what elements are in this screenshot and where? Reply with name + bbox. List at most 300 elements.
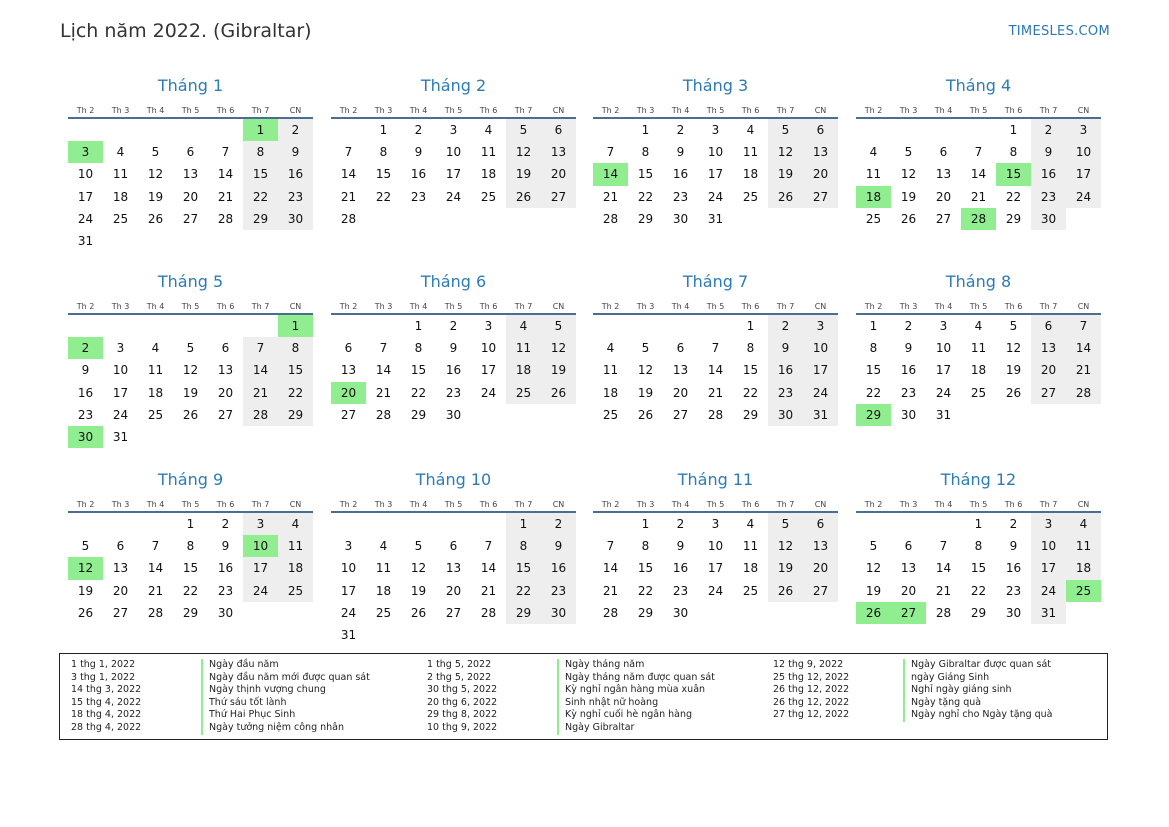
month-5 — [68, 269, 313, 448]
month-table — [331, 497, 576, 646]
weekday-header: Th 3 — [366, 103, 401, 118]
month-title: Tháng 6 — [420, 272, 487, 291]
day-cell: 15 — [996, 163, 1031, 185]
day-cell: 12 — [541, 337, 576, 359]
day-cell: 20 — [803, 557, 838, 579]
day-cell: 30 — [278, 208, 313, 230]
day-cell: 29 — [970, 605, 987, 620]
weekday-header: Th 6 — [733, 103, 768, 118]
day-cell: 12 — [900, 167, 917, 182]
day-cell: 14 — [375, 363, 392, 378]
day-cell: 26 — [506, 186, 541, 208]
day-cell: 5 — [541, 314, 576, 337]
empty-cell — [698, 314, 733, 337]
day-cell: 27 — [112, 605, 129, 620]
holiday-dates-col-1 — [71, 659, 141, 735]
weekday-header: Th 4 — [138, 497, 173, 512]
empty-cell — [278, 426, 313, 448]
month-3 — [593, 73, 838, 230]
day-cell: 22 — [375, 189, 392, 204]
day-cell: 27 — [340, 407, 357, 422]
day-cell: 6 — [116, 539, 125, 554]
day-cell: 10 — [707, 145, 724, 160]
day-cell: 6 — [803, 512, 838, 535]
weekday-header: Th 2 — [856, 497, 891, 512]
weekday-header: Th 7 — [506, 497, 541, 512]
day-cell: 8 — [1009, 145, 1018, 160]
month-10 — [331, 467, 576, 646]
day-cell: 29 — [243, 208, 278, 230]
day-cell: 5 — [151, 145, 160, 160]
weekday-header: Th 6 — [733, 497, 768, 512]
day-cell: 16 — [541, 557, 576, 579]
day-cell: 16 — [900, 363, 917, 378]
day-cell: 30 — [217, 605, 234, 620]
empty-cell — [926, 512, 961, 535]
weekday-header: CN — [803, 103, 838, 118]
day-cell: 30 — [541, 602, 576, 624]
day-cell: 27 — [1031, 382, 1066, 404]
weekday-header: Th 4 — [926, 497, 961, 512]
day-cell: 24 — [77, 211, 94, 226]
day-cell: 5 — [768, 118, 803, 141]
holiday-dates-col-3 — [773, 659, 849, 722]
month-title: Tháng 12 — [940, 470, 1017, 489]
weekday-header: Th 3 — [103, 497, 138, 512]
day-cell: 12 — [506, 141, 541, 163]
holiday-date: 1 thg 1, 2022 — [71, 659, 136, 670]
day-cell: 5 — [414, 539, 423, 554]
empty-cell — [138, 512, 173, 535]
day-cell: 26 — [182, 407, 199, 422]
day-cell: 10 — [112, 363, 129, 378]
day-cell: 15 — [865, 363, 882, 378]
day-cell: 5 — [641, 341, 650, 356]
empty-cell — [173, 118, 208, 141]
day-cell: 8 — [974, 539, 983, 554]
page-title: Lịch năm 2022. (Gibraltar) — [60, 20, 312, 42]
day-cell: 18 — [506, 359, 541, 381]
day-cell: 26 — [856, 602, 891, 624]
day-cell: 25 — [602, 407, 619, 422]
weekday-header: CN — [541, 103, 576, 118]
day-cell: 31 — [1031, 602, 1066, 624]
month-table — [331, 103, 576, 230]
day-cell: 18 — [112, 189, 129, 204]
day-cell: 18 — [856, 186, 891, 208]
empty-cell — [401, 208, 436, 230]
day-cell: 14 — [593, 163, 628, 185]
holiday-name: Thứ sáu tốt lành — [201, 697, 370, 710]
weekday-header: Th 5 — [698, 103, 733, 118]
day-cell: 4 — [746, 123, 755, 138]
day-cell: 7 — [484, 539, 493, 554]
day-cell: 30 — [900, 407, 917, 422]
day-cell: 15 — [278, 359, 313, 381]
weekday-header: Th 6 — [208, 103, 243, 118]
day-cell: 26 — [768, 580, 803, 602]
day-cell: 24 — [803, 382, 838, 404]
day-cell: 8 — [746, 341, 755, 356]
holiday-name: Ngày đầu năm mới được quan sát — [201, 672, 370, 685]
day-cell: 28 — [340, 211, 357, 226]
empty-cell — [926, 118, 961, 141]
day-cell: 6 — [449, 539, 458, 554]
day-cell: 19 — [541, 359, 576, 381]
holiday-name: Kỳ nghỉ cuối hè ngân hàng — [557, 709, 715, 722]
month-table — [856, 103, 1101, 230]
day-cell: 4 — [484, 123, 493, 138]
day-cell: 25 — [278, 580, 313, 602]
holiday-name: Ngày nghỉ cho Ngày tặng quà — [903, 709, 1053, 722]
holiday-date: 15 thg 4, 2022 — [71, 696, 142, 708]
day-cell: 16 — [77, 385, 94, 400]
day-cell: 28 — [1066, 382, 1101, 404]
empty-cell — [103, 118, 138, 141]
weekday-header: Th 6 — [208, 497, 243, 512]
empty-cell — [593, 118, 628, 141]
day-cell: 15 — [970, 561, 987, 576]
day-cell: 20 — [803, 163, 838, 185]
empty-cell — [961, 404, 996, 426]
day-cell: 27 — [891, 602, 926, 624]
day-cell: 15 — [182, 561, 199, 576]
day-cell: 6 — [344, 341, 353, 356]
day-cell: 11 — [602, 363, 619, 378]
day-cell: 23 — [541, 580, 576, 602]
weekday-header: Th 2 — [331, 103, 366, 118]
day-cell: 19 — [77, 583, 94, 598]
day-cell: 2 — [414, 123, 423, 138]
holiday-names-col-3 — [903, 659, 1053, 722]
day-cell: 3 — [711, 517, 720, 532]
day-cell: 4 — [506, 314, 541, 337]
day-cell: 28 — [480, 605, 497, 620]
day-cell: 6 — [904, 539, 913, 554]
day-cell: 2 — [676, 123, 685, 138]
weekday-header: Th 7 — [1031, 299, 1066, 314]
empty-cell — [803, 602, 838, 624]
day-cell: 11 — [112, 167, 129, 182]
day-cell: 24 — [935, 385, 952, 400]
day-cell: 29 — [410, 407, 427, 422]
day-cell: 29 — [637, 211, 654, 226]
day-cell: 8 — [641, 145, 650, 160]
day-cell: 6 — [186, 145, 195, 160]
empty-cell — [996, 404, 1031, 426]
day-cell: 31 — [707, 211, 724, 226]
day-cell: 4 — [974, 319, 983, 334]
weekday-header: Th 7 — [768, 103, 803, 118]
weekday-header: Th 4 — [663, 103, 698, 118]
day-cell: 8 — [243, 141, 278, 163]
weekday-header: Th 4 — [926, 103, 961, 118]
weekday-header: Th 4 — [138, 103, 173, 118]
day-cell: 3 — [711, 123, 720, 138]
day-cell: 16 — [1031, 163, 1066, 185]
day-cell: 4 — [746, 517, 755, 532]
day-cell: 27 — [541, 186, 576, 208]
empty-cell — [506, 624, 541, 646]
day-cell: 1 — [243, 118, 278, 141]
day-cell: 2 — [449, 319, 458, 334]
day-cell: 6 — [1031, 314, 1066, 337]
holiday-name: Nghỉ ngày giáng sinh — [903, 684, 1053, 697]
day-cell: 9 — [221, 539, 230, 554]
day-cell: 12 — [147, 167, 164, 182]
day-cell: 6 — [939, 145, 948, 160]
day-cell: 11 — [970, 341, 987, 356]
weekday-header: CN — [803, 497, 838, 512]
weekday-header: Th 2 — [856, 103, 891, 118]
weekday-header: Th 3 — [891, 497, 926, 512]
empty-cell — [1031, 404, 1066, 426]
empty-cell — [768, 208, 803, 230]
day-cell: 14 — [340, 167, 357, 182]
day-cell: 6 — [676, 341, 685, 356]
day-cell: 18 — [480, 167, 497, 182]
day-cell: 22 — [970, 583, 987, 598]
day-cell: 1 — [379, 123, 388, 138]
day-cell: 29 — [742, 407, 759, 422]
empty-cell — [278, 230, 313, 252]
day-cell: 4 — [1066, 512, 1101, 535]
day-cell: 27 — [803, 580, 838, 602]
day-cell: 17 — [1066, 163, 1101, 185]
empty-cell — [768, 602, 803, 624]
empty-cell — [593, 512, 628, 535]
empty-cell — [208, 230, 243, 252]
holiday-date: 26 thg 12, 2022 — [773, 684, 850, 696]
day-cell: 18 — [278, 557, 313, 579]
empty-cell — [506, 208, 541, 230]
weekday-header: CN — [278, 103, 313, 118]
day-cell: 4 — [869, 145, 878, 160]
day-cell: 24 — [112, 407, 129, 422]
day-cell: 13 — [340, 363, 357, 378]
day-cell: 21 — [1066, 359, 1101, 381]
empty-cell — [243, 230, 278, 252]
day-cell: 17 — [77, 189, 94, 204]
day-cell: 3 — [68, 141, 103, 163]
day-cell: 20 — [331, 382, 366, 404]
day-cell: 21 — [480, 583, 497, 598]
empty-cell — [856, 118, 891, 141]
holiday-name: ngày Giáng Sinh — [903, 672, 1053, 685]
day-cell: 23 — [217, 583, 234, 598]
day-cell: 13 — [900, 561, 917, 576]
day-cell: 19 — [900, 189, 917, 204]
day-cell: 9 — [278, 141, 313, 163]
weekday-header: Th 3 — [891, 299, 926, 314]
day-cell: 10 — [445, 145, 462, 160]
day-cell: 5 — [768, 512, 803, 535]
empty-cell — [856, 512, 891, 535]
day-cell: 30 — [672, 211, 689, 226]
month-title: Tháng 5 — [157, 272, 224, 291]
day-cell: 17 — [935, 363, 952, 378]
day-cell: 3 — [1066, 118, 1101, 141]
day-cell: 28 — [602, 211, 619, 226]
day-cell: 21 — [217, 189, 234, 204]
day-cell: 5 — [506, 118, 541, 141]
month-4 — [856, 73, 1101, 230]
day-cell: 20 — [445, 583, 462, 598]
day-cell: 26 — [637, 407, 654, 422]
day-cell: 31 — [935, 407, 952, 422]
holiday-names-col-1 — [201, 659, 370, 735]
day-cell: 14 — [147, 561, 164, 576]
empty-cell — [173, 230, 208, 252]
day-cell: 24 — [707, 189, 724, 204]
weekday-header: Th 5 — [436, 497, 471, 512]
day-cell: 3 — [803, 314, 838, 337]
day-cell: 3 — [484, 319, 493, 334]
month-table — [593, 103, 838, 230]
month-title: Tháng 10 — [415, 470, 492, 489]
holiday-date: 2 thg 5, 2022 — [427, 671, 492, 683]
holiday-name: Ngày tưởng niệm công nhân — [201, 722, 370, 735]
day-cell: 29 — [278, 404, 313, 426]
weekday-header: Th 7 — [243, 103, 278, 118]
day-cell: 22 — [742, 385, 759, 400]
day-cell: 22 — [506, 580, 541, 602]
month-9 — [68, 467, 313, 624]
empty-cell — [138, 118, 173, 141]
day-cell: 17 — [1031, 557, 1066, 579]
holiday-date: 1 thg 5, 2022 — [427, 659, 492, 670]
day-cell: 1 — [278, 314, 313, 337]
holiday-name: Sinh nhật nữ hoàng — [557, 697, 715, 710]
holiday-date: 25 thg 12, 2022 — [773, 671, 850, 683]
day-cell: 10 — [77, 167, 94, 182]
day-cell: 12 — [182, 363, 199, 378]
day-cell: 17 — [340, 583, 357, 598]
day-cell: 18 — [1066, 557, 1101, 579]
day-cell: 15 — [243, 163, 278, 185]
day-cell: 7 — [606, 539, 615, 554]
day-cell: 2 — [676, 517, 685, 532]
day-cell: 22 — [637, 583, 654, 598]
day-cell: 14 — [1066, 337, 1101, 359]
day-cell: 2 — [68, 337, 103, 359]
day-cell: 20 — [217, 385, 234, 400]
empty-cell — [541, 208, 576, 230]
holiday-date: 26 thg 12, 2022 — [773, 696, 850, 708]
day-cell: 25 — [742, 583, 759, 598]
day-cell: 3 — [243, 512, 278, 535]
day-cell: 29 — [637, 605, 654, 620]
day-cell: 3 — [939, 319, 948, 334]
day-cell: 11 — [375, 561, 392, 576]
day-cell: 3 — [116, 341, 125, 356]
month-title: Tháng 8 — [945, 272, 1012, 291]
weekday-header: Th 7 — [1031, 497, 1066, 512]
day-cell: 31 — [77, 234, 94, 249]
weekday-header: Th 6 — [471, 299, 506, 314]
day-cell: 16 — [768, 359, 803, 381]
day-cell: 13 — [445, 561, 462, 576]
empty-cell — [471, 208, 506, 230]
weekday-header: Th 2 — [331, 497, 366, 512]
day-cell: 9 — [1009, 539, 1018, 554]
month-11 — [593, 467, 838, 624]
empty-cell — [138, 314, 173, 337]
weekday-header: Th 3 — [366, 299, 401, 314]
day-cell: 21 — [707, 385, 724, 400]
day-cell: 24 — [480, 385, 497, 400]
month-title: Tháng 2 — [420, 76, 487, 95]
day-cell: 18 — [970, 363, 987, 378]
empty-cell — [436, 512, 471, 535]
holiday-date: 20 thg 6, 2022 — [427, 696, 498, 708]
day-cell: 21 — [375, 385, 392, 400]
day-cell: 13 — [112, 561, 129, 576]
empty-cell — [698, 602, 733, 624]
month-table — [856, 299, 1101, 426]
day-cell: 7 — [344, 145, 353, 160]
empty-cell — [103, 314, 138, 337]
day-cell: 16 — [445, 363, 462, 378]
day-cell: 2 — [1009, 517, 1018, 532]
weekday-header: Th 4 — [663, 497, 698, 512]
empty-cell — [436, 624, 471, 646]
day-cell: 22 — [182, 583, 199, 598]
day-cell: 9 — [81, 363, 90, 378]
day-cell: 10 — [480, 341, 497, 356]
day-cell: 11 — [1066, 535, 1101, 557]
day-cell: 19 — [410, 583, 427, 598]
day-cell: 19 — [1005, 363, 1022, 378]
day-cell: 7 — [151, 539, 160, 554]
empty-cell — [208, 118, 243, 141]
empty-cell — [243, 602, 278, 624]
day-cell: 9 — [676, 539, 685, 554]
empty-cell — [961, 118, 996, 141]
holiday-name: Ngày tặng quà — [903, 697, 1053, 710]
day-cell: 27 — [445, 605, 462, 620]
day-cell: 5 — [1009, 319, 1018, 334]
day-cell: 12 — [637, 363, 654, 378]
month-7 — [593, 269, 838, 426]
day-cell: 15 — [637, 561, 654, 576]
weekday-header: CN — [1066, 299, 1101, 314]
day-cell: 7 — [606, 145, 615, 160]
day-cell: 30 — [672, 605, 689, 620]
day-cell: 12 — [1005, 341, 1022, 356]
weekday-header: Th 7 — [243, 497, 278, 512]
empty-cell — [331, 118, 366, 141]
day-cell: 14 — [602, 561, 619, 576]
empty-cell — [891, 512, 926, 535]
site-link[interactable]: TIMESLES.COM — [1008, 24, 1110, 39]
day-cell: 8 — [641, 539, 650, 554]
day-cell: 16 — [278, 163, 313, 185]
day-cell: 7 — [221, 145, 230, 160]
holiday-date: 28 thg 4, 2022 — [71, 721, 142, 733]
day-cell: 22 — [278, 382, 313, 404]
day-cell: 2 — [278, 118, 313, 141]
holiday-legend — [59, 653, 1108, 740]
day-cell: 21 — [602, 189, 619, 204]
empty-cell — [541, 404, 576, 426]
day-cell: 8 — [414, 341, 423, 356]
day-cell: 17 — [707, 167, 724, 182]
weekday-header: Th 3 — [103, 103, 138, 118]
day-cell: 24 — [340, 605, 357, 620]
holiday-name: Ngày tháng năm — [557, 659, 715, 672]
day-cell: 28 — [602, 605, 619, 620]
